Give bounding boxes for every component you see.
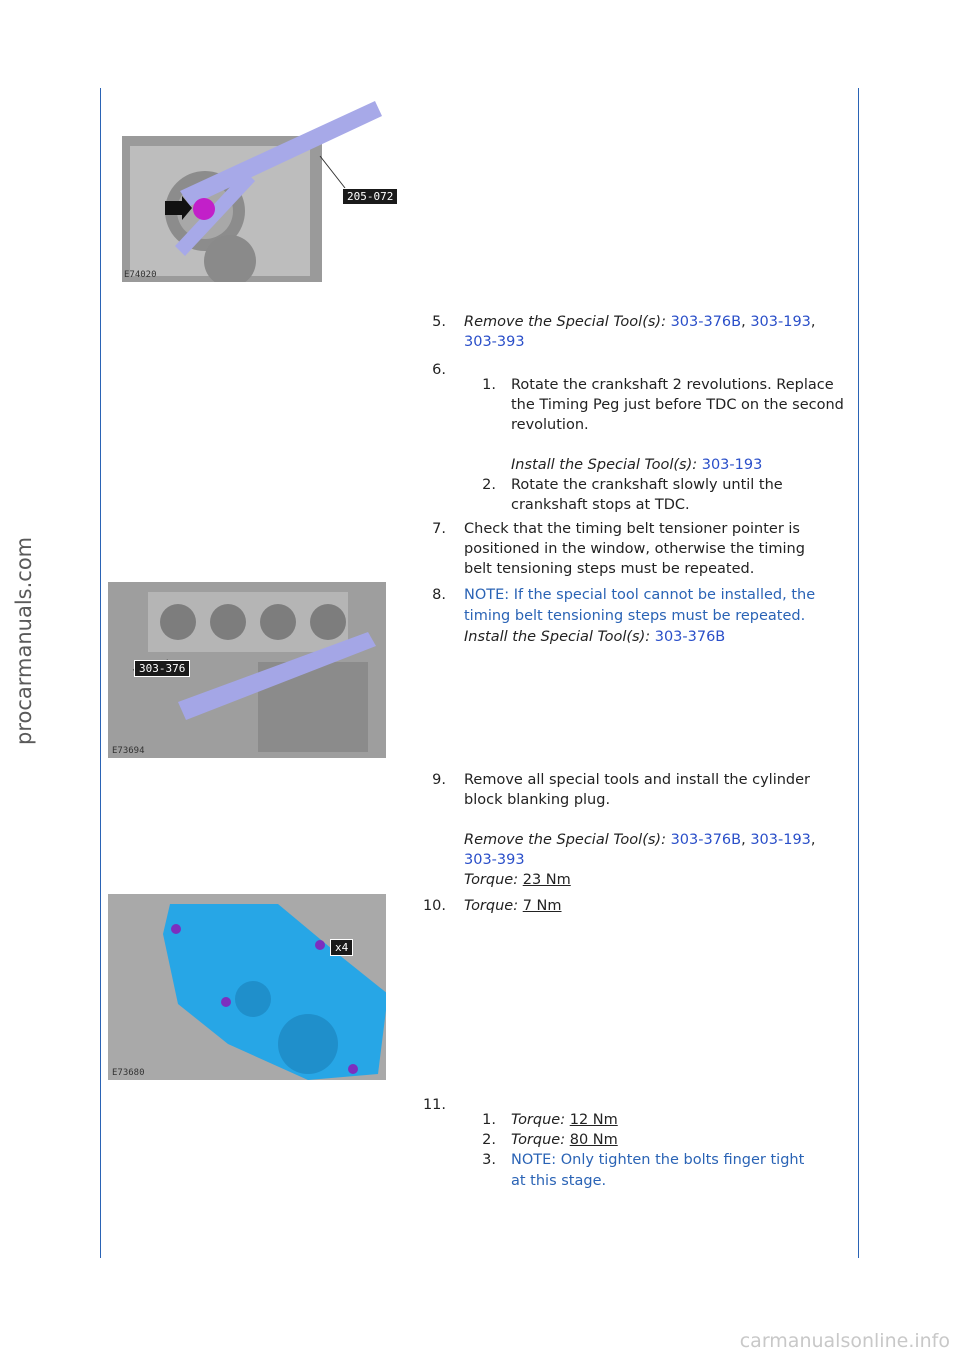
substep-text: Rotate the crankshaft slowly until the crankshaft stops at TDC.	[511, 477, 783, 513]
remove-tools-label: Remove the Special Tool(s):	[464, 832, 666, 848]
tool-link[interactable]: 303-376B	[670, 832, 742, 848]
substep-number: 1.	[482, 377, 496, 393]
step-text: Check that the timing belt tensioner pointer is positioned in the window, otherwise the timing belt tensioning steps must be repeated.	[464, 521, 805, 577]
torque-value: 7 Nm	[522, 898, 562, 914]
install-tools-label: Install the Special Tool(s):	[464, 629, 651, 645]
torque-value: 23 Nm	[522, 872, 571, 888]
step-number: 9.	[432, 772, 446, 788]
note-text: NOTE: If the special tool cannot be installed, the timing belt tensioning steps must be repeated.	[464, 587, 816, 624]
figure-callout: 303-376	[134, 660, 190, 677]
figure-camshaft-tool	[108, 582, 386, 758]
tool-link[interactable]: 303-193	[750, 314, 811, 330]
figure-callout: x4	[330, 939, 353, 956]
figure-crankshaft-tool	[120, 96, 402, 282]
torque-label: Torque:	[464, 898, 519, 914]
step-number: 7.	[432, 521, 446, 537]
step-number: 5.	[432, 314, 446, 330]
torque-label: Torque:	[511, 1112, 566, 1128]
step-6-install-tools	[511, 455, 851, 475]
figure-label: E74020	[124, 270, 157, 280]
figure-callout: 205-072	[342, 188, 398, 205]
figure-timing-cover	[108, 894, 386, 1080]
right-margin-rule	[858, 88, 859, 1258]
step-number: 11.	[422, 1097, 446, 1113]
step-number: 8.	[432, 587, 446, 603]
step-number: 6.	[432, 362, 446, 378]
figure-label: E73680	[112, 1068, 145, 1078]
remove-tools-label: Remove the Special Tool(s):	[464, 314, 666, 330]
torque-label: Torque:	[511, 1132, 566, 1148]
install-tools-label: Install the Special Tool(s):	[511, 457, 698, 473]
left-margin-rule	[100, 88, 101, 1258]
substep-number: 1.	[482, 1112, 496, 1128]
bottom-watermark: carmanualsonline.info	[739, 1330, 950, 1352]
step-text: Remove all special tools and install the cylinder block blanking plug.	[464, 772, 811, 808]
note-text: NOTE: Only tighten the bolts finger tight at this stage.	[511, 1152, 805, 1189]
side-watermark: procarmanuals.com	[12, 536, 36, 745]
step-9-tools: Remove the Special Tool(s): 303-376B, 303-193, 303-393 Torque: 23 Nm	[464, 832, 816, 888]
substep-number: 2.	[482, 1132, 496, 1148]
torque-label: Torque:	[464, 872, 519, 888]
tool-link[interactable]: 303-393	[464, 334, 525, 350]
torque-value: 80 Nm	[569, 1132, 618, 1148]
figure-label: E73694	[112, 746, 145, 756]
step-number: 10.	[422, 898, 446, 914]
tool-link[interactable]: 303-193	[750, 832, 811, 848]
substep-number: 3.	[482, 1152, 496, 1168]
substep-number: 2.	[482, 477, 496, 493]
tool-link[interactable]: 303-376B	[670, 314, 742, 330]
torque-value: 12 Nm	[569, 1112, 618, 1128]
substep-text: Rotate the crankshaft 2 revolutions. Replace the Timing Peg just before TDC on the second revolution.	[511, 377, 844, 433]
tool-link[interactable]: 303-193	[701, 457, 763, 473]
tool-link[interactable]: 303-376B	[654, 629, 726, 645]
tool-link[interactable]: 303-393	[464, 852, 525, 868]
